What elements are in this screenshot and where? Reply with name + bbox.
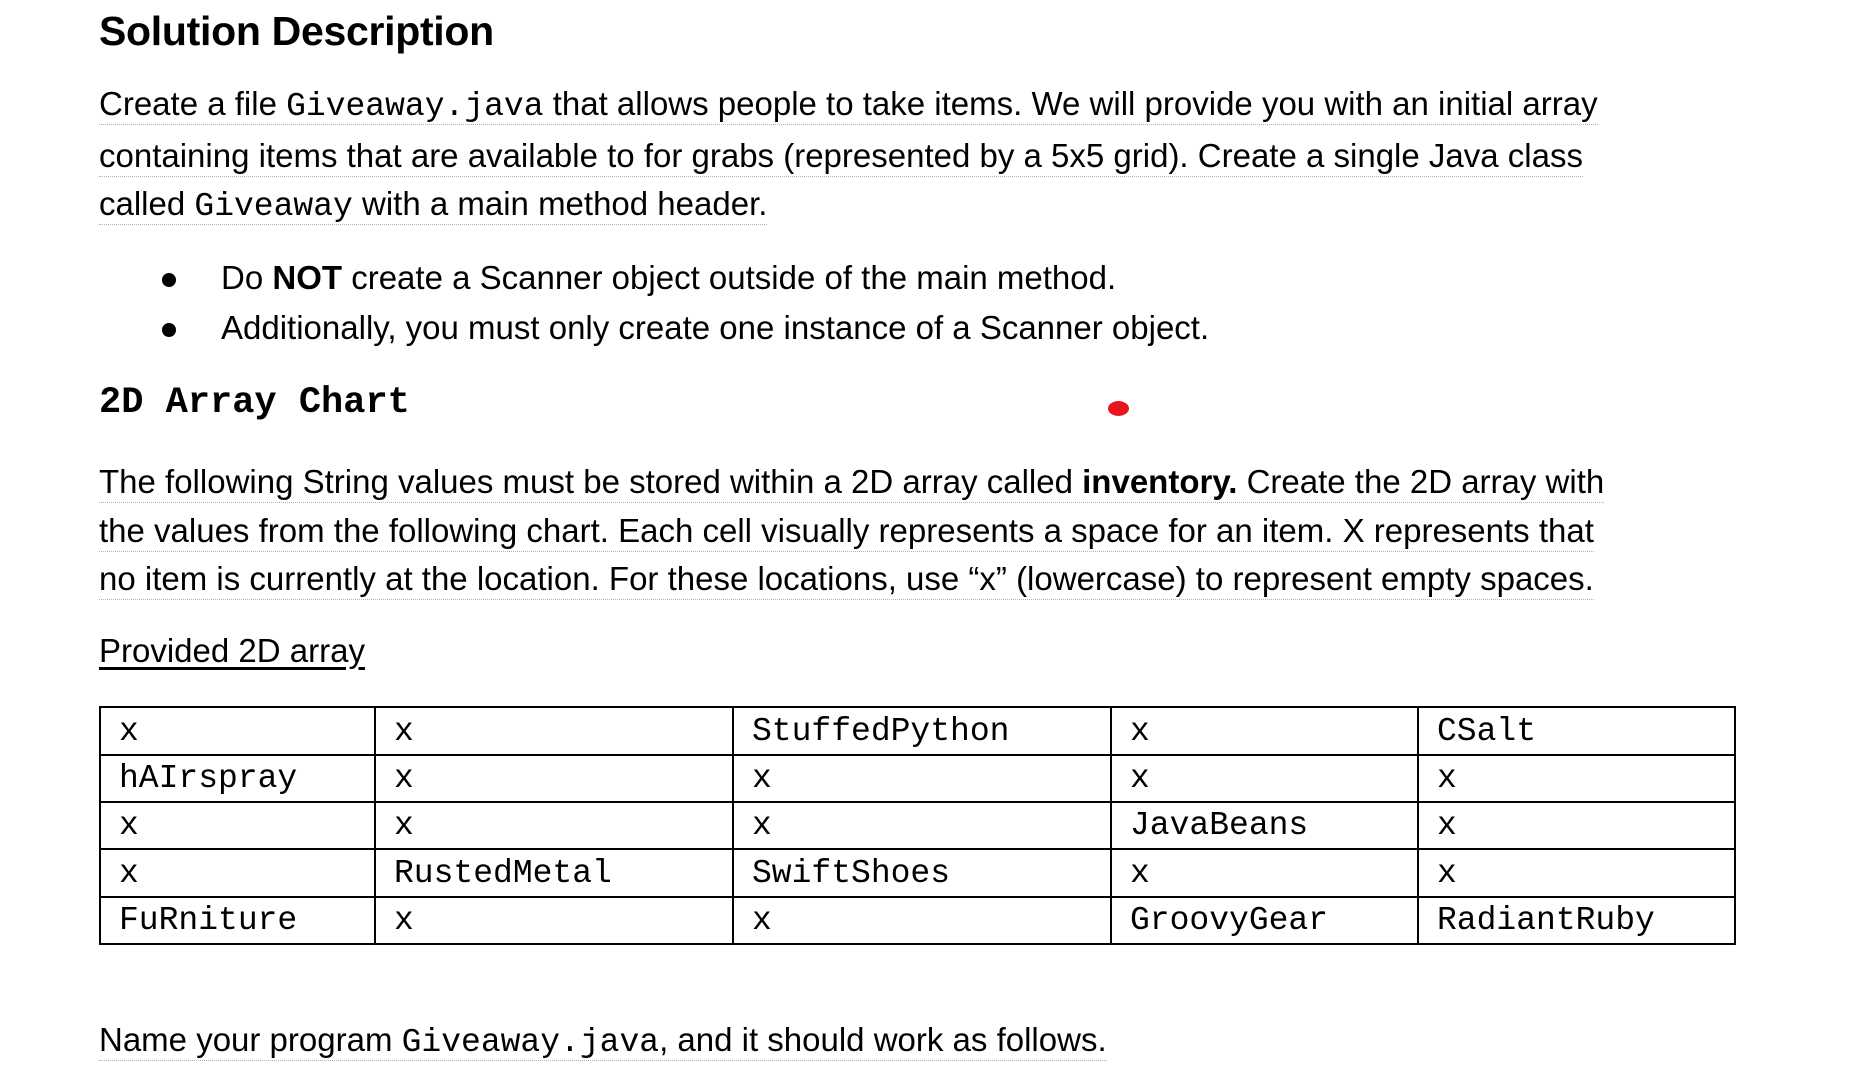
table-cell: x: [100, 802, 375, 849]
bullet-text: create a Scanner object outside of the main method.: [342, 259, 1117, 296]
table-cell: FuRniture: [100, 897, 375, 944]
intro-text: that allows people to take items. We will provide you with an initial array: [543, 85, 1598, 122]
section-heading: Solution Description: [99, 8, 494, 54]
table-cell: x: [1111, 755, 1418, 802]
intro-text: with a main method header.: [352, 185, 768, 222]
table-cell: StuffedPython: [733, 707, 1111, 755]
description-text: Create the 2D array with: [1237, 463, 1605, 500]
table-cell: x: [375, 755, 733, 802]
table-cell: x: [100, 707, 375, 755]
description-text: The following String values must be stored within a 2D array called: [99, 463, 1083, 500]
subsection-heading: 2D Array Chart: [99, 382, 410, 424]
bullet-text: Additionally, you must only create one instance of a Scanner object.: [221, 308, 1210, 346]
table-cell: x: [733, 755, 1111, 802]
table-cell: x: [1418, 755, 1735, 802]
table-cell: GroovyGear: [1111, 897, 1418, 944]
table-row: [100, 755, 1735, 802]
table-row: [100, 802, 1735, 849]
table-cell: RadiantRuby: [1418, 897, 1735, 944]
intro-paragraph: [99, 80, 1719, 232]
requirements-list: [155, 253, 1209, 352]
table-cell: hAIrspray: [100, 755, 375, 802]
table-cell: x: [375, 707, 733, 755]
table-cell: x: [1111, 707, 1418, 755]
inventory-table: [99, 706, 1736, 945]
table-cell: x: [100, 849, 375, 897]
table-cell: SwiftShoes: [733, 849, 1111, 897]
bullet-icon: [162, 273, 176, 287]
table-cell: RustedMetal: [375, 849, 733, 897]
closing-text: , and it should work as follows.: [659, 1021, 1107, 1058]
table-row: [100, 849, 1735, 897]
classname-code: Giveaway: [194, 188, 353, 225]
table-cell: JavaBeans: [1111, 802, 1418, 849]
closing-paragraph: [99, 1016, 1719, 1068]
table-cell: x: [375, 897, 733, 944]
list-item: [155, 253, 1209, 303]
intro-text: containing items that are available to for grabs (represented by a 5x5 grid). Create a single Java class: [99, 137, 1583, 177]
table-cell: CSalt: [1418, 707, 1735, 755]
table-row: [100, 707, 1735, 755]
description-text: the values from the following chart. Each cell visually represents a space for an item. X represents that: [99, 512, 1594, 552]
table-cell: x: [733, 897, 1111, 944]
bullet-text: Do: [221, 259, 273, 296]
table-cell: x: [1111, 849, 1418, 897]
table-cell: x: [1418, 849, 1735, 897]
table-cell: x: [1418, 802, 1735, 849]
table-row: [100, 897, 1735, 944]
closing-text: Name your program: [99, 1021, 402, 1058]
red-ink-mark: [1108, 401, 1129, 416]
bullet-icon: [162, 323, 176, 337]
filename-code: Giveaway.java: [401, 1024, 660, 1061]
table-cell: x: [375, 802, 733, 849]
filename-code: Giveaway.java: [286, 88, 544, 125]
bullet-emphasis: NOT: [272, 259, 343, 296]
description-paragraph: [99, 458, 1719, 604]
provided-array-label: Provided 2D array: [99, 632, 365, 669]
list-item: [155, 303, 1209, 353]
intro-text: Create a file: [99, 85, 287, 122]
table-cell: x: [733, 802, 1111, 849]
description-text: no item is currently at the location. For these locations, use “x” (lowercase) to represent empty spaces.: [99, 560, 1594, 600]
intro-text: called: [99, 185, 195, 222]
array-name-emphasis: inventory.: [1082, 463, 1238, 500]
